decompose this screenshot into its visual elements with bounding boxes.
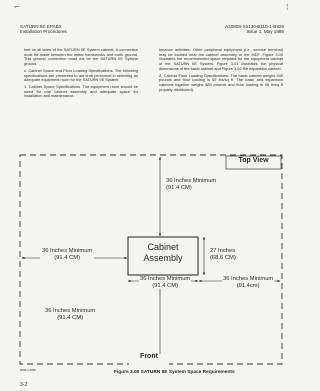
dimension-text: 36 Inches Minimum [45,308,96,314]
dimension-text: (91.4cm) [236,282,260,289]
cabinet-text: Cabinet [147,242,179,252]
document-title: SATURN IIE EPABX [20,24,62,29]
dimension-text: (68.6 CM) [210,254,236,261]
figure-caption: Figure 3.00 SATURN IIE System Space Requirements [114,370,235,375]
top-view-label: Top View [238,157,269,164]
paragraph: tenance activities. Other peripheral equipment (i.e., service terminal) may be located near the cabinet assembly or the MDF. Figure 3.00 illustrates the recommended space required for the equipment cabinet of the SATURN IIE System. Figure 3.01 illustrates the physical dimensions of the basic cabinet and Figure 3.02 the expansion cabinet. [159,47,283,71]
width-dimension-label [139,276,191,289]
left-dimension-label [40,248,94,261]
dimension-text: 36 Inches Minimum [140,276,191,282]
corner-mark: ⌐ [14,3,20,11]
right-dimension-label [222,276,274,289]
issue-date: Issue 1, May 1986 [246,29,284,35]
dimension-text: (91.4 CM) [152,282,179,289]
dimension-text: 36 Inches Minimum [42,248,93,254]
document-subtitle: Installation Procedures [20,29,67,35]
dimension-text: 36 Inches Minimum [166,178,217,184]
paragraph: 1. Cabinet Space Specifications. The equipment room should be sized for one cabinet assembly and adequate space for installation and maintenance. [24,83,138,99]
cabinet-text: Assembly [143,253,183,263]
dimension-text: (91.4 CM) [166,184,192,191]
paragraph: c. Cabinet Space and Floor Loading Specifications. The following specifications are presented to aid craft personnel in selecting an adequate equipment room for the SATURN IIE System. [24,67,138,83]
depth-dimension-label [210,248,236,261]
front-label: Front [140,353,158,360]
paragraph: feet on all sides of the SATURN IIE System cabinet. A connection must be made between the metal frameworks and earth ground. This ground connection must not be the SATURN IIE System ground. [24,47,138,67]
dimension-text: 36 Inches Minimum [223,276,274,282]
dimension-text: (91.4 CM) [57,314,84,321]
page-number: 3-2 [20,382,28,388]
top-dimension-label [166,178,216,191]
dimension-text: (91.4 CM) [54,254,81,261]
corner-mark: ¦ [286,3,289,11]
document-number: A30808-X5130-B110-1-B929 [225,24,284,29]
bottom-dimension-label [43,308,97,321]
paragraph: 2. Cabinet Floor Loading Specifications. The basic cabinet weighs 440 pounds and floor loading is 69 lbs/sq ft. The basic and expansion cabinets together weighs 880 pounds and floor loading is 96 lb/sq ft (equally distributed). [159,72,283,92]
dimension-text: 27 Inches [210,248,236,254]
cabinet-label [130,242,196,264]
figure-code: 0000-1-0596 [20,368,36,372]
